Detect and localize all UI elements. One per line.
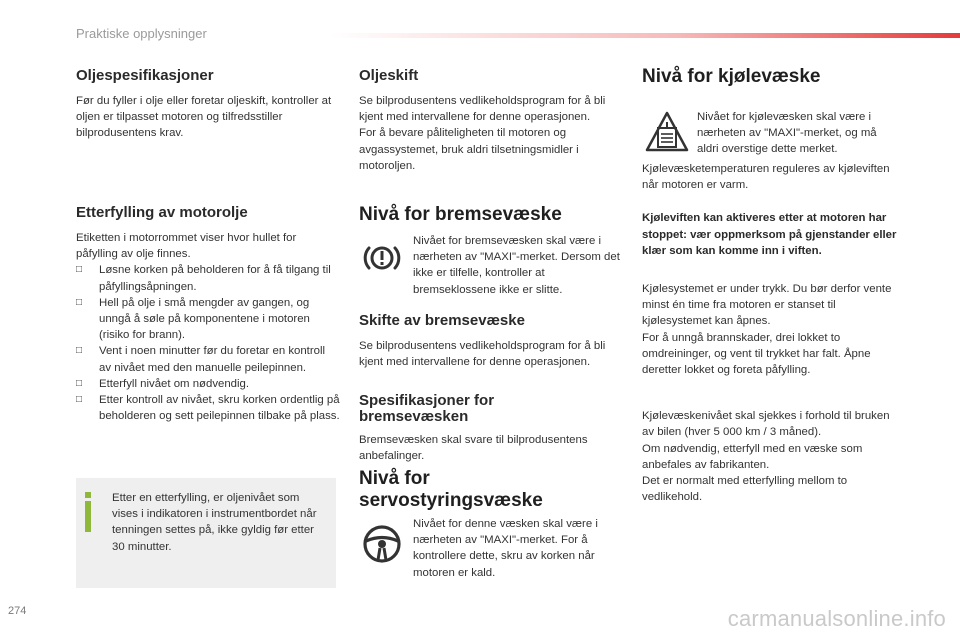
power-steering-title-line-2: servostyringsvæske bbox=[359, 490, 543, 511]
coolant-section bbox=[642, 66, 902, 88]
power-steering-title-line-1: Nivå for bbox=[359, 468, 430, 489]
oil-spec-section bbox=[76, 67, 338, 142]
checkbox-bullet-icon: □ bbox=[76, 377, 83, 389]
power-steering-text: Nivået for denne væsken skal være i nærheten av "MAXI"-merket. For å kontrollere dette, skru av korken når motoren er kald. bbox=[413, 518, 598, 579]
checkbox-bullet-icon: □ bbox=[76, 296, 83, 308]
power-steering-section bbox=[359, 468, 609, 512]
coolant-icon-text: Nivået for kjølevæsken skal være i nærheten av "MAXI"-merket, og må aldri overstige dette merket. bbox=[697, 111, 877, 156]
coolant-body bbox=[642, 161, 904, 505]
watermark: carmanualsonline.info bbox=[727, 606, 946, 631]
brake-spec-text: Bremsevæsken skal svare til bilprodusentens anbefalinger. bbox=[359, 434, 588, 463]
brake-change-text: Se bilprodusentens vedlikeholdsprogram for å bli kjent med intervallene for denne operasjonen. bbox=[359, 340, 606, 369]
list-item: □ Etter kontroll av nivået, skru korken ordentlig på beholderen og sett peilepinnen tilbake på plass. bbox=[76, 394, 340, 423]
brake-level-title: Nivå for bremsevæske bbox=[359, 204, 562, 225]
oil-change-text-1: Se bilprodusentens vedlikeholdsprogram for å bli kjent med intervallene for denne operasjonen. bbox=[359, 95, 606, 124]
oil-spec-text: Før du fyller i olje eller foretar oljeskift, kontroller at oljen er tilpasset motoren og tilfredsstiller bilprodusentens krav. bbox=[76, 95, 332, 140]
oil-change-text-2: For å bevare påliteligheten til motoren og avgassystemet, bruk aldri tilsetningsmidler i motoroljen. bbox=[359, 127, 579, 172]
info-box bbox=[76, 478, 336, 588]
page-number: 274 bbox=[8, 605, 27, 617]
coolant-check-text-2: Om nødvendig, etterfyll med en væske som anbefales av fabrikanten. bbox=[642, 442, 863, 471]
coolant-check-text-1: Kjølevæskenivået skal sjekkes i forhold til bruken av bilen (hver 5 000 km / 3 måned). bbox=[642, 410, 890, 439]
oil-refill-title: Etterfylling av motorolje bbox=[76, 204, 248, 221]
list-item: □ Hell på olje i små mengder av gangen, og unngå å søle på komponentene i motoren (risiko for brann). bbox=[76, 296, 310, 342]
oil-change-section bbox=[359, 67, 609, 174]
power-steering-text-wrap bbox=[413, 516, 623, 581]
steering-wheel-icon bbox=[360, 522, 404, 566]
checkbox-bullet-icon: □ bbox=[76, 394, 83, 406]
oil-refill-intro: Etiketten i motorrommet viser hvor hullet for påfylling av olje finnes. bbox=[76, 232, 297, 261]
section-header: Praktiske opplysninger bbox=[76, 26, 207, 41]
header-accent-bar bbox=[330, 33, 960, 38]
brake-change-section bbox=[359, 312, 609, 370]
oil-refill-list bbox=[76, 262, 340, 424]
info-icon bbox=[84, 492, 92, 532]
coolant-pressure-text-2: For å unngå brannskader, drei lokket to omdreininger, og vent til trykket har falt. Åpne deretter lokket og foreta påfylling. bbox=[642, 331, 871, 377]
info-text: Etter en etterfylling, er oljenivået som vises i indikatoren i instrumentbordet når tenningen settes på, ikke gyldig før etter 30 minutter. bbox=[112, 492, 317, 553]
oil-refill-section bbox=[76, 204, 340, 424]
checkbox-bullet-icon: □ bbox=[76, 345, 83, 357]
brake-change-title: Skifte av bremsevæske bbox=[359, 312, 525, 329]
coolant-check-text-3: Det er normalt med etterfylling mellom to vedlikehold. bbox=[642, 475, 848, 504]
coolant-fan-warning: Kjøleviften kan aktiveres etter at motoren har stoppet: vær oppmerksom på gjenstander eller klær som kan komme inn i viften. bbox=[642, 212, 897, 257]
coolant-title: Nivå for kjølevæske bbox=[642, 66, 821, 87]
brake-level-section bbox=[359, 204, 624, 226]
oil-change-title: Oljeskift bbox=[359, 67, 419, 84]
brake-level-text-wrap bbox=[413, 233, 623, 298]
coolant-icon-text-wrap bbox=[697, 109, 899, 158]
brake-spec-section bbox=[359, 392, 609, 464]
brake-spec-title-line-1: Spesifikasjoner for bbox=[359, 392, 495, 409]
coolant-pressure-text-1: Kjølesystemet er under trykk. Du bør derfor vente minst én time fra motoren er stanset til kjølesystemet kan åpnes. bbox=[642, 283, 892, 328]
list-item: □ Vent i noen minutter før du foretar en kontroll av nivået med den manuelle peilepinnen. bbox=[76, 345, 326, 374]
brake-level-text: Nivået for bremsevæsken skal være i nærheten av "MAXI"-merket. Dersom det ikke er tilfelle, kontroller at bremseklossene ikke er slitte. bbox=[413, 235, 620, 296]
list-item: □ Etterfyll nivået om nødvendig. bbox=[76, 376, 340, 392]
checkbox-bullet-icon: □ bbox=[76, 264, 83, 276]
brake-spec-title-line-2: bremsevæsken bbox=[359, 408, 469, 425]
list-item: □ Løsne korken på beholderen for å få tilgang til påfyllingsåpningen. bbox=[76, 264, 331, 293]
coolant-warning-icon bbox=[644, 110, 690, 156]
coolant-text-1: Kjølevæsketemperaturen reguleres av kjøleviften når motoren er varm. bbox=[642, 163, 890, 192]
oil-spec-title: Oljespesifikasjoner bbox=[76, 67, 214, 84]
brake-warning-icon bbox=[360, 236, 404, 280]
